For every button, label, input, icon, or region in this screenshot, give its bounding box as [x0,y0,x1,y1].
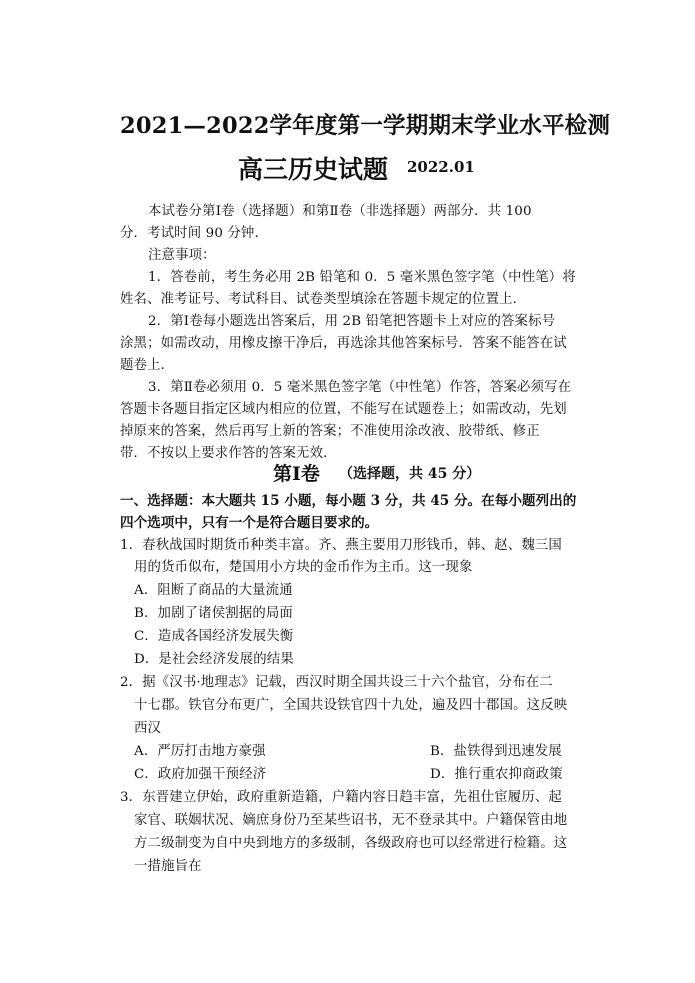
notice-item-3: 带．不按以上要求作答的答案无效． [120,446,337,461]
question-stem: 用的货币似布，楚国用小方块的金币作为主币。这一现象 [134,560,473,575]
question-stem: 西汉 [134,721,162,736]
notice-item-2: 题卷上． [120,358,175,373]
exam-subject-title: 高三历史试题 [238,155,389,184]
question-stem: 家官、联姻状况、嫡庶身份乃至某些诏书，无不登录其中。户籍保管由地 [134,813,568,828]
question-stem: 3．东晋建立伊始，政府重新造籍，户籍内容日趋丰富，先祖仕宦履历、起 [120,790,562,805]
question-stem: 1．春秋战国时期货币种类丰富。齐、燕主要用刀形钱币，韩、赵、魏三国 [120,538,562,553]
section-subtitle: （选择题，共 45 分） [339,466,481,482]
notice-item-1: 姓名、准考证号、考试科目、试卷类型填涂在答题卡规定的位置上． [120,292,527,307]
exam-title: 2021—2022学年度第一学期期末学业水平检测 [120,113,611,139]
notice-item-3: 掉原来的答案，然后再写上新的答案；不准使用涂改液、胶带纸、修正 [120,424,540,439]
notice-heading: 注意事项： [148,248,216,263]
section-title: 第Ⅰ卷 [273,463,320,485]
intro-line: 分．考试时间 90 分钟． [120,226,269,241]
exam-date: 2022.01 [407,158,475,176]
option-c: C．政府加强干预经济 [134,767,267,782]
option-a: A．阻断了商品的大量流通 [134,583,293,598]
notice-item-2: 涂黑；如需改动，用橡皮擦干净后，再选涂其他答案标号．答案不能答在试 [120,336,567,351]
intro-line: 本试卷分第Ⅰ卷（选择题）和第Ⅱ卷（非选择题）两部分．共 100 [148,204,532,219]
option-d: D．推行重农抑商政策 [430,767,563,782]
option-b: B．加剧了诸侯割据的局面 [134,606,293,621]
question-stem: 一措施旨在 [134,859,202,874]
option-d: D．是社会经济发展的结果 [134,652,294,667]
option-a: A．严厉打击地方豪强 [134,744,266,759]
notice-item-3: 答题卡各题目指定区域内相应的位置，不能写在试题卷上；如需改动，先划 [120,402,567,417]
notice-item-2: 2．第Ⅰ卷每小题选出答案后，用 2B 铅笔把答题卡上对应的答案标号 [148,314,556,329]
question-stem: 2．据《汉书·地理志》记载，西汉时期全国共设三十六个盐官，分布在二 [120,675,553,690]
option-c: C．造成各国经济发展失衡 [134,629,294,644]
option-b: B．盐铁得到迅速发展 [430,744,562,759]
section-directions: 一、选择题：本大题共 15 小题，每小题 3 分，共 45 分。在每小题列出的 [120,493,577,509]
question-stem: 十七郡。铁官分布更广，全国共设铁官四十九处，遍及四十郡国。这反映 [134,698,568,713]
section-directions: 四个选项中，只有一个是符合题目要求的。 [120,515,379,531]
question-stem: 方二级制变为自中央到地方的多级制，各级政府也可以经常进行检籍。这 [134,836,568,851]
notice-item-1: 1．答卷前，考生务必用 2B 铅笔和 0．5 毫米黑色签字笔（中性笔）将 [148,270,576,285]
notice-item-3: 3．第Ⅱ卷必须用 0．5 毫米黑色签字笔（中性笔）作答，答案必须写在 [148,380,572,395]
